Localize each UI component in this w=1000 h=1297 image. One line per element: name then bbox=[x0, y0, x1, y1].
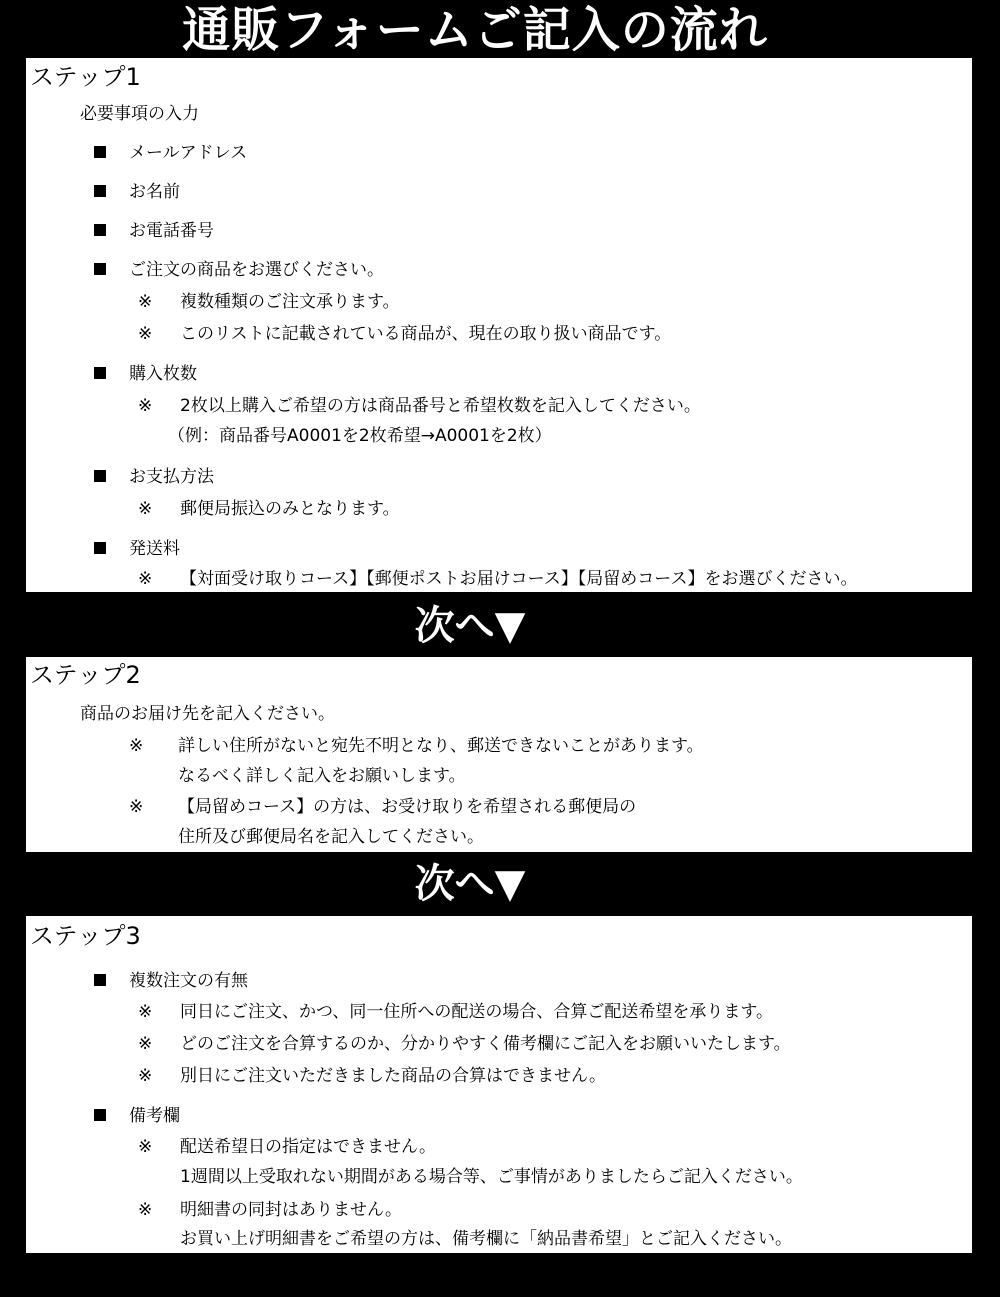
square-bullet-icon bbox=[94, 367, 106, 379]
step2-panel bbox=[26, 657, 972, 852]
note-text: 複数種類のご注文承ります。 bbox=[180, 292, 400, 312]
square-bullet-icon bbox=[94, 542, 106, 554]
step1-intro: 必要事項の入力 bbox=[80, 104, 199, 124]
item-shipping: 発送料 bbox=[129, 539, 180, 559]
note-mark-icon: ※ bbox=[138, 396, 153, 416]
square-bullet-icon bbox=[94, 224, 106, 236]
step3-heading: ステップ3 bbox=[30, 922, 141, 950]
note-text: 【対面受け取りコース】【郵便ポストお届けコース】【局留めコース】をお選びください。 bbox=[180, 569, 858, 589]
note-text: どのご注文を合算するのか、分かりやすく備考欄にご記入をお願いいたします。 bbox=[180, 1034, 791, 1054]
step2-intro: 商品のお届け先を記入ください。 bbox=[80, 704, 335, 724]
note-text: 【局留めコース】の方は、お受け取りを希望される郵便局の bbox=[178, 797, 637, 817]
square-bullet-icon bbox=[94, 263, 106, 275]
item-multiple-orders: 複数注文の有無 bbox=[129, 971, 248, 991]
item-email: メールアドレス bbox=[129, 143, 248, 163]
square-bullet-icon bbox=[94, 1109, 106, 1121]
note-continuation: なるべく詳しく記入をお願いします。 bbox=[178, 766, 466, 786]
note-mark-icon: ※ bbox=[138, 1137, 153, 1157]
note-mark-icon: ※ bbox=[129, 736, 144, 756]
note-continuation: 住所及び郵便局名を記入してください。 bbox=[178, 827, 484, 847]
note-mark-icon: ※ bbox=[138, 1034, 153, 1054]
item-payment: お支払方法 bbox=[129, 467, 214, 487]
square-bullet-icon bbox=[94, 974, 106, 986]
note-text: 同日にご注文、かつ、同一住所への配送の場合、合算ご配送希望を承ります。 bbox=[180, 1002, 773, 1022]
item-remarks: 備考欄 bbox=[129, 1106, 180, 1126]
note-mark-icon: ※ bbox=[138, 324, 153, 344]
step2-heading: ステップ2 bbox=[30, 661, 141, 689]
note-text: 2枚以上購入ご希望の方は商品番号と希望枚数を記入してください。 bbox=[180, 396, 701, 416]
item-phone: お電話番号 bbox=[129, 221, 214, 241]
square-bullet-icon bbox=[94, 185, 106, 197]
note-mark-icon: ※ bbox=[138, 569, 153, 589]
note-text: 明細書の同封はありません。 bbox=[180, 1200, 403, 1220]
item-product: ご注文の商品をお選びください。 bbox=[129, 260, 384, 280]
step1-panel bbox=[26, 58, 972, 592]
note-continuation: 1週間以上受取れない期間がある場合等、ご事情がありましたらご記入ください。 bbox=[180, 1167, 803, 1187]
note-text: 詳しい住所がないと宛先不明となり、郵送できないことがあります。 bbox=[178, 736, 704, 756]
note-mark-icon: ※ bbox=[138, 1002, 153, 1022]
note-mark-icon: ※ bbox=[129, 797, 144, 817]
note-mark-icon: ※ bbox=[138, 1200, 153, 1220]
note-continuation: （例：商品番号A0001を2枚希望→A0001を2枚） bbox=[168, 426, 552, 446]
next-arrow-label: 次へ▼ bbox=[414, 861, 526, 907]
next-arrow-label: 次へ▼ bbox=[414, 603, 526, 649]
note-mark-icon: ※ bbox=[138, 1066, 153, 1086]
item-quantity: 購入枚数 bbox=[129, 364, 197, 384]
note-text: このリストに記載されている商品が、現在の取り扱い商品です。 bbox=[180, 324, 672, 344]
square-bullet-icon bbox=[94, 146, 106, 158]
step3-panel bbox=[26, 916, 972, 1253]
step1-heading: ステップ1 bbox=[30, 63, 141, 91]
note-continuation: お買い上げ明細書をご希望の方は、備考欄に「納品書希望」とご記入ください。 bbox=[180, 1229, 792, 1249]
note-text: 配送希望日の指定はできません。 bbox=[180, 1137, 437, 1157]
square-bullet-icon bbox=[94, 470, 106, 482]
page-title: 通販フォームご記入の流れ bbox=[182, 2, 768, 58]
note-text: 別日にご注文いただきました商品の合算はできません。 bbox=[180, 1066, 607, 1086]
item-name: お名前 bbox=[129, 182, 180, 202]
note-mark-icon: ※ bbox=[138, 292, 153, 312]
note-mark-icon: ※ bbox=[138, 499, 153, 519]
note-text: 郵便局振込のみとなります。 bbox=[180, 499, 400, 519]
